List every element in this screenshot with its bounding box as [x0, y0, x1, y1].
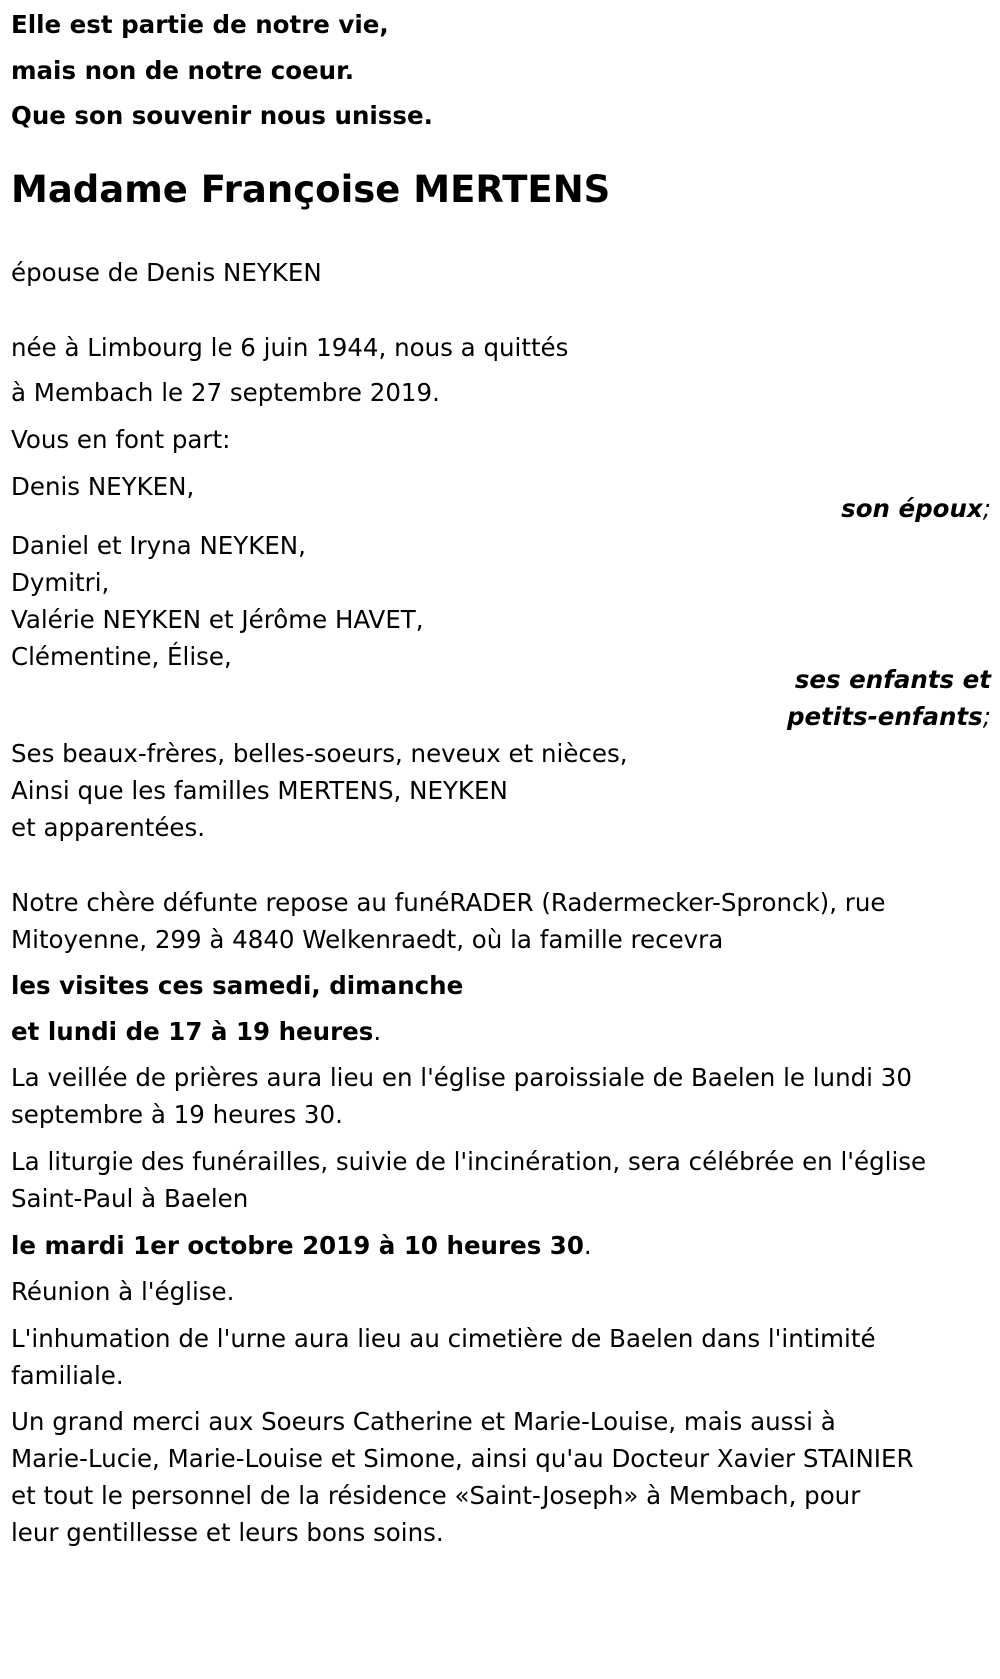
- burial-line: L'inhumation de l'urne aura lieu au cimetière de Baelen dans l'intimité: [11, 1324, 876, 1353]
- thanks-line: Marie-Lucie, Marie-Louise et Simone, ainsi qu'au Docteur Xavier STAINIER: [11, 1444, 914, 1473]
- child-line: Dymitri,: [11, 568, 110, 597]
- spouse-role: son époux;: [841, 494, 991, 523]
- vigil-line: septembre à 19 heures 30.: [11, 1100, 343, 1129]
- child-line: Daniel et Iryna NEYKEN,: [11, 531, 306, 560]
- deceased-name: Madame Françoise MERTENS: [11, 168, 611, 211]
- liturgy-line: Saint-Paul à Baelen: [11, 1184, 249, 1213]
- thanks-line: et tout le personnel de la résidence «Saint-Joseph» à Membach, pour: [11, 1481, 861, 1510]
- relatives-line: Ses beaux-frères, belles-soeurs, neveux et nièces,: [11, 739, 628, 768]
- death-line: à Membach le 27 septembre 2019.: [11, 378, 440, 407]
- epigraph-line: Elle est partie de notre vie,: [11, 10, 389, 39]
- child-line: Valérie NEYKEN et Jérôme HAVET,: [11, 605, 424, 634]
- liturgy-date: le mardi 1er octobre 2019 à 10 heures 30.: [11, 1231, 592, 1260]
- rest-place-line: Notre chère défunte repose au funéRADER (Radermecker-Spronck), rue: [11, 888, 886, 917]
- relatives-line: Ainsi que les familles MERTENS, NEYKEN: [11, 776, 508, 805]
- burial-line: familiale.: [11, 1361, 124, 1390]
- visits-line: les visites ces samedi, dimanche: [11, 971, 464, 1000]
- meeting-line: Réunion à l'église.: [11, 1277, 235, 1306]
- thanks-line: leur gentillesse et leurs bons soins.: [11, 1518, 444, 1547]
- children-role: ses enfants et: [794, 665, 991, 694]
- liturgy-line: La liturgie des funérailles, suivie de l'incinération, sera célébrée en l'église: [11, 1147, 927, 1176]
- spouse-name: Denis NEYKEN,: [11, 472, 195, 501]
- thanks-line: Un grand merci aux Soeurs Catherine et Marie-Louise, mais aussi à: [11, 1407, 836, 1436]
- child-line: Clémentine, Élise,: [11, 642, 232, 671]
- vigil-line: La veillée de prières aura lieu en l'église paroissiale de Baelen le lundi 30: [11, 1063, 912, 1092]
- grandchildren-role: petits-enfants;: [787, 702, 991, 731]
- spouse-line: épouse de Denis NEYKEN: [11, 258, 322, 287]
- birth-line: née à Limbourg le 6 juin 1944, nous a quittés: [11, 333, 569, 362]
- epigraph-line: mais non de notre coeur.: [11, 56, 355, 85]
- rest-place-line: Mitoyenne, 299 à 4840 Welkenraedt, où la famille recevra: [11, 925, 724, 954]
- announce-line: Vous en font part:: [11, 425, 231, 454]
- epigraph-line: Que son souvenir nous unisse.: [11, 101, 433, 130]
- relatives-line: et apparentées.: [11, 813, 206, 842]
- visits-line: et lundi de 17 à 19 heures.: [11, 1017, 382, 1046]
